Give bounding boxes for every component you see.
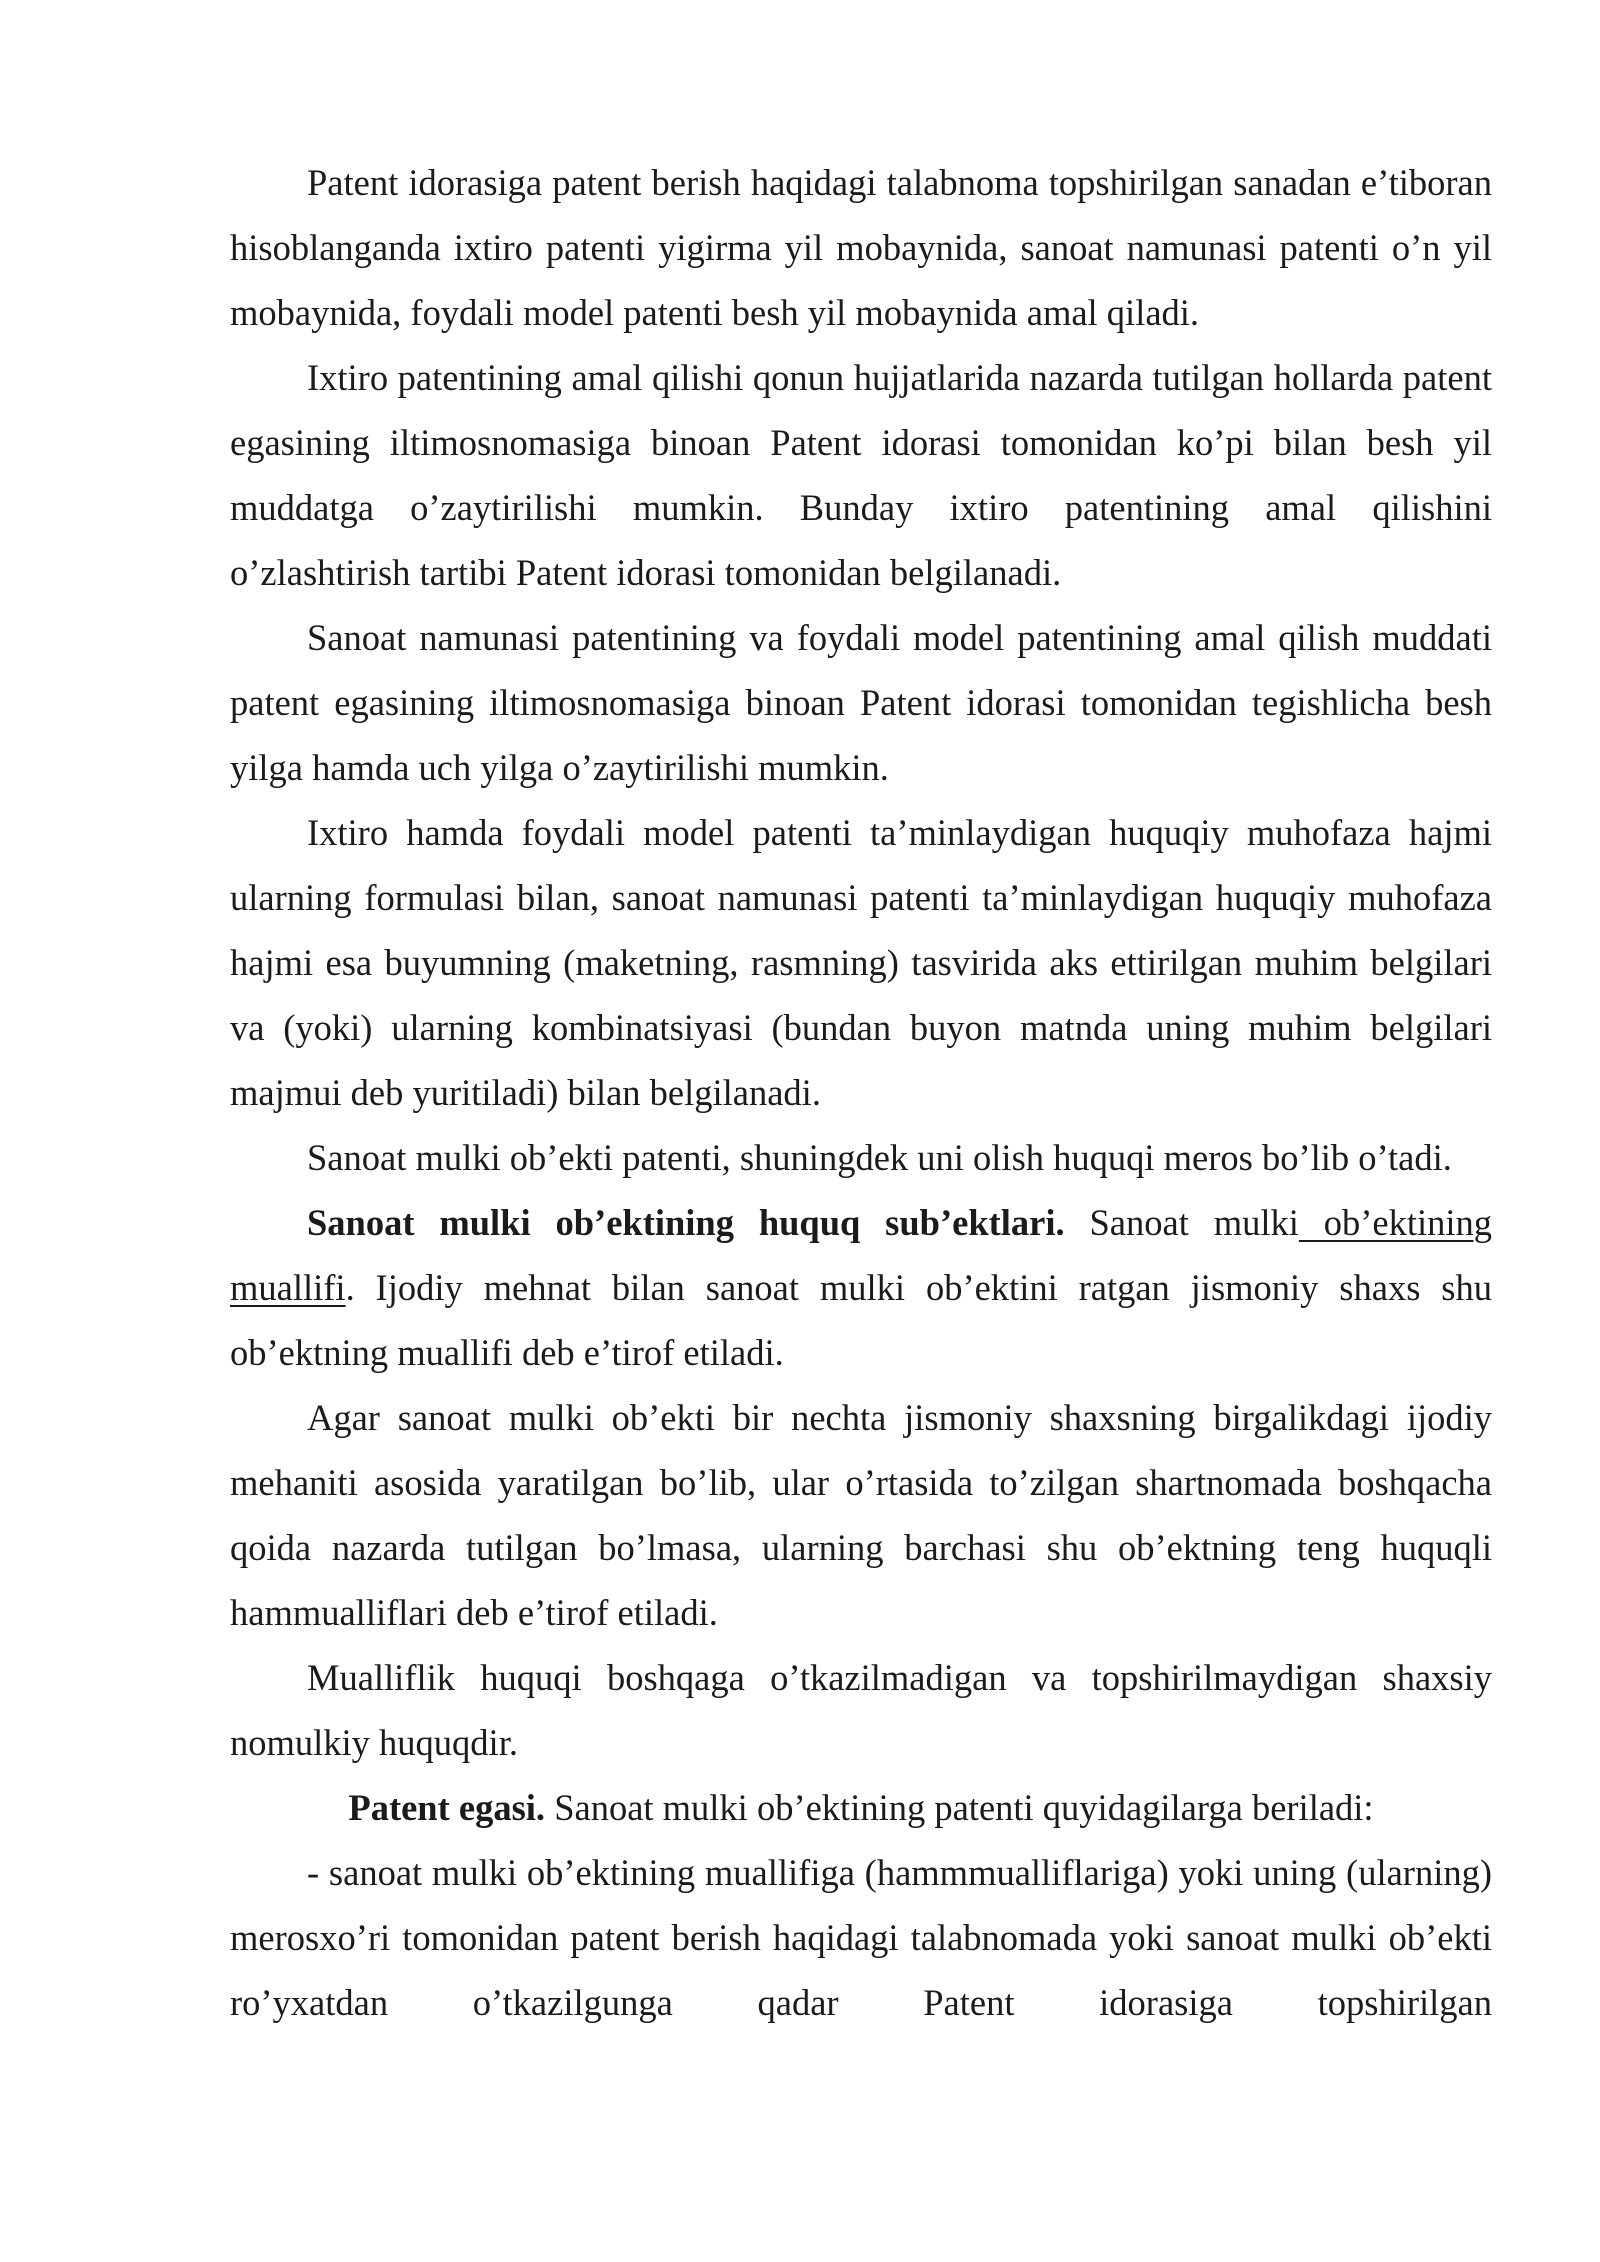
- paragraph-coauthors: Agar sanoat mulki ob’ekti bir nechta jismoniy shaxsning birgalikdagi ijodiy mehaniti asosida yaratilgan bo’lib, ular o’rtasida to’zilgan shartnomada boshqacha qoida nazarda tutilgan bo’lmasa, ularning barchasi shu ob’ektning teng huquqli hammualliflari deb e’tirof etiladi.: [230, 1397, 1492, 1633]
- paragraph-protection-scope: Ixtiro hamda foydali model patenti ta’minlaydigan huquqiy muhofaza hajmi ularning formulasi bilan, sanoat namunasi patenti ta’minlaydigan huquqiy muhofaza hajmi esa buyumning (maketning, rasmning) tasvirida aks ettirilgan muhim belgilari va (yoki) ularning kombinatsiyasi (bundan buyon matnda uning muhim belgilari majmui deb yuritiladi) bilan belgilanadi.: [230, 812, 1492, 1113]
- document-body: [230, 150, 1492, 2035]
- subjects-lead: Sanoat mulki: [1064, 1202, 1299, 1243]
- paragraph-authorship-right: Mualliflik huquqi boshqaga o’tkazilmadigan va topshirilmaydigan shaxsiy nomulkiy huquqdir.: [230, 1657, 1492, 1763]
- paragraph-invention-extension: Ixtiro patentining amal qilishi qonun hujjatlarida nazarda tutilgan hollarda patent egasining iltimosnomasiga binoan Patent idorasi tomonidan ko’pi bilan besh yil muddatga o’zaytirilishi mumkin. Bunday ixtiro patentining amal qilishini o’zlashtirish tartibi Patent idorasi tomonidan belgilanadi.: [230, 357, 1492, 593]
- paragraph-patent-term: Patent idorasiga patent berish haqidagi talabnoma topshirilgan sanadan e’tiboran hisoblanganda ixtiro patenti yigirma yil mobaynida, sanoat namunasi patenti o’n yil mobaynida, foydali model patenti besh yil mobaynida amal qiladi.: [230, 162, 1492, 333]
- subjects-text: . Ijodiy mehnat bilan sanoat mulki ob’ektini ratgan jismoniy shaxs shu ob’ektning muallifi deb e’tirof etiladi.: [230, 1267, 1492, 1373]
- paragraph-rights-subjects: [230, 1190, 1492, 1385]
- paragraph-patent-owner: [230, 1775, 1492, 1840]
- owner-text: Sanoat mulki ob’ektining patenti quyidagilarga beriladi:: [545, 1787, 1374, 1828]
- paragraph-design-extension: Sanoat namunasi patentining va foydali model patentining amal qilish muddati patent egasining iltimosnomasiga binoan Patent idorasi tomonidan tegishlicha besh yilga hamda uch yilga o’zaytirilishi mumkin.: [230, 617, 1492, 788]
- subjects-underlined-term: ob’ektining muallifi: [230, 1202, 1493, 1308]
- owner-heading: Patent egasi.: [348, 1787, 546, 1828]
- list-item-author: - sanoat mulki ob’ektining muallifiga (hammmualliflariga) yoki uning (ularning) merosxo’ri tomonidan patent berish haqidagi talabnomada yoki sanoat mulki ob’ekti ro’yxatdan o’tkazilgunga qadar Patent idorasiga topshirilgan: [230, 1852, 1492, 2023]
- paragraph-inheritance: Sanoat mulki ob’ekti patenti, shuningdek uni olish huquqi meros bo’lib o’tadi.: [307, 1137, 1452, 1178]
- subjects-heading: Sanoat mulki ob’ektining huquq sub’ektlari.: [307, 1202, 1065, 1243]
